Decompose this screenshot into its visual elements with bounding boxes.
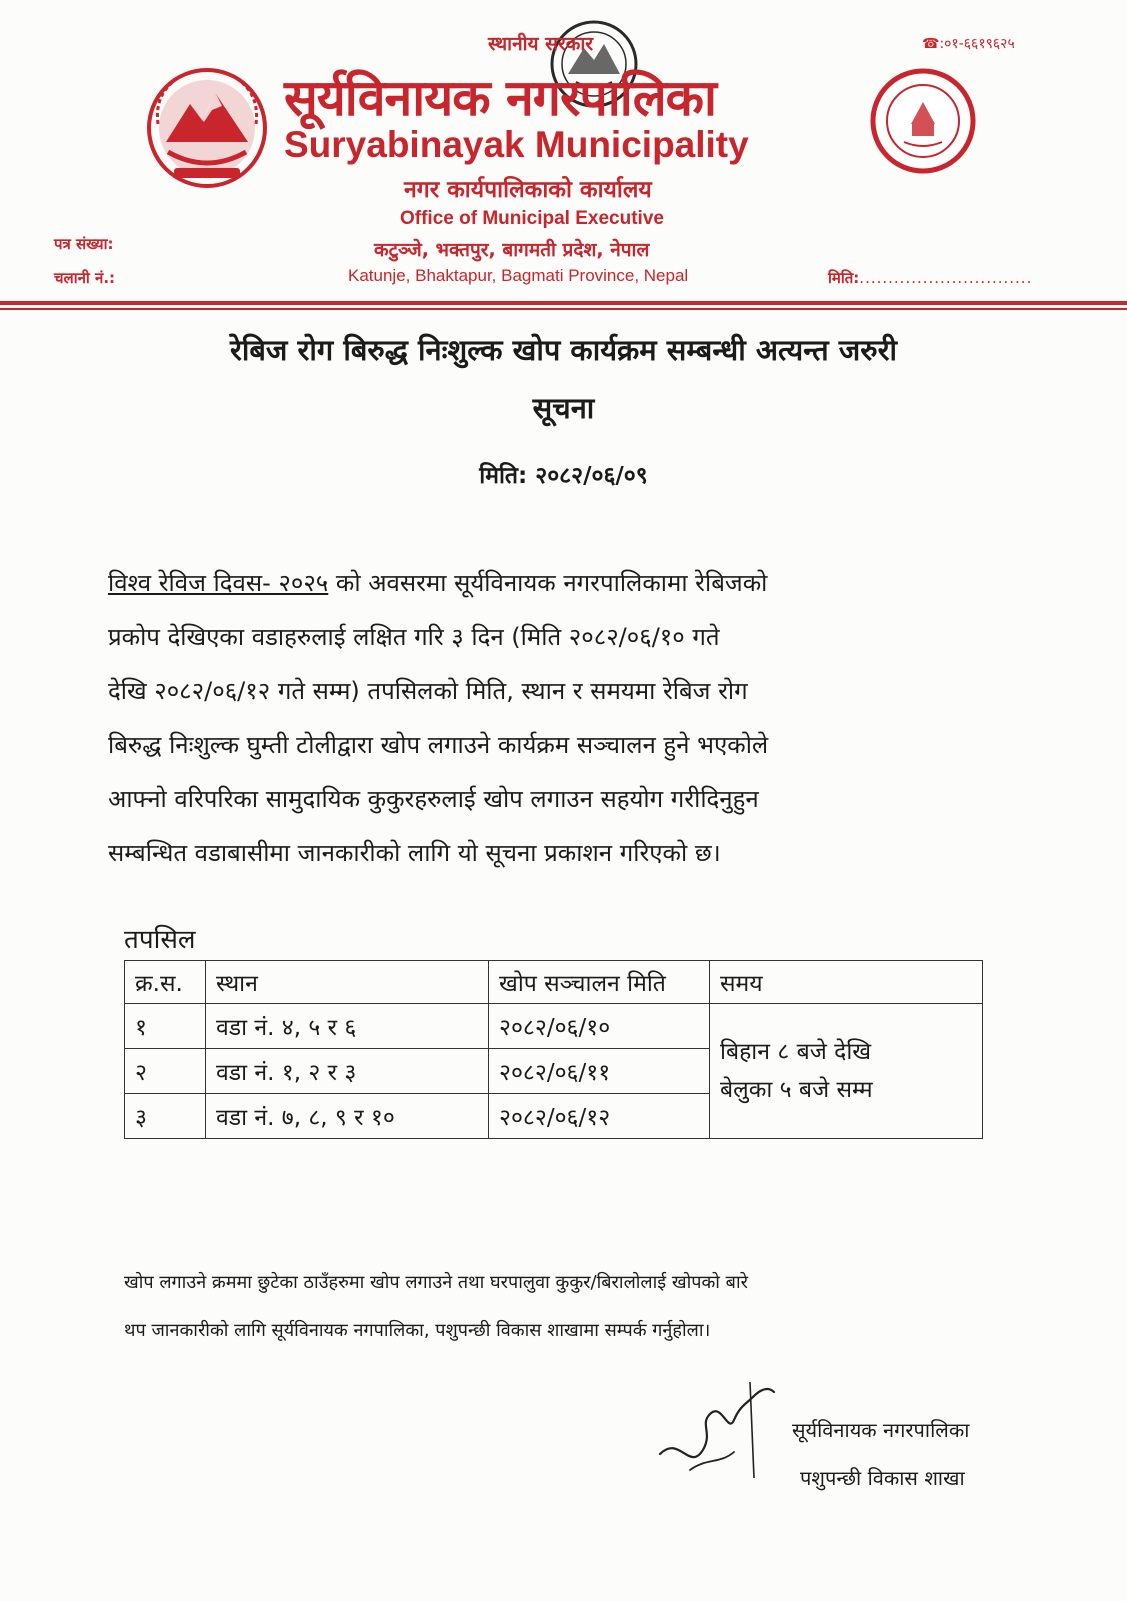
header-date-blank: ..............................	[859, 269, 1033, 287]
dispatch-number-label: चलानी नं.:	[54, 269, 116, 287]
handwritten-signature	[650, 1374, 780, 1484]
notice-date: मिति: २०८२/०६/०९	[479, 463, 648, 489]
cell-time	[710, 1004, 983, 1139]
paragraph-line-5: आफ्नो वरिपरिका सामुदायिक कुकुरहरुलाई खोप लगाउन सहयोग गरीदिनुहुन	[108, 785, 759, 813]
municipality-name-english: Suryabinayak Municipality	[284, 124, 749, 165]
cell-place: वडा नं. ४, ५ र ६	[206, 1004, 489, 1049]
column-header-sn: क्र.स.	[125, 961, 206, 1004]
header-date-label: मिति:	[828, 269, 860, 287]
header-divider-thin	[0, 308, 1127, 310]
address-english: Katunje, Bhaktapur, Bagmati Province, Nepal	[348, 266, 689, 285]
footer-note-line-2: थप जानकारीको लागि सूर्यविनायक नगपालिका, पशुपन्छी विकास शाखामा सम्पर्क गर्नुहोला।	[124, 1320, 711, 1341]
cell-sn: १	[125, 1004, 206, 1049]
local-government-label: स्थानीय सरकार	[488, 33, 594, 55]
office-name-nepali: नगर कार्यपालिकाको कार्यालय	[404, 177, 652, 203]
cell-place: वडा नं. ७, ८, ९ र १०	[206, 1094, 489, 1139]
cell-date: २०८२/०६/११	[489, 1049, 710, 1094]
column-header-place: स्थान	[206, 961, 489, 1004]
signatory-office: सूर्यविनायक नगरपालिका	[792, 1418, 970, 1442]
nepal-emblem-logo	[138, 64, 276, 192]
table-row	[125, 1004, 983, 1049]
cell-date: २०८२/०६/१०	[489, 1004, 710, 1049]
notice-title: रेबिज रोग बिरुद्ध निःशुल्क खोप कार्यक्रम सम्बन्धी अत्यन्त जरुरी	[229, 333, 897, 367]
municipality-name-nepali: सूर्यविनायक नगरपालिका	[284, 69, 716, 127]
address-nepali: कटुञ्जे, भक्तपुर, बागमती प्रदेश, नेपाल	[374, 239, 650, 261]
table-header-row	[125, 961, 983, 1004]
paragraph-line-6: सम्बन्धित वडाबासीमा जानकारीको लागि यो सूचना प्रकाशन गरिएको छ।	[108, 839, 721, 867]
paragraph-line-4: बिरुद्ध निःशुल्क घुम्ती टोलीद्वारा खोप लगाउने कार्यक्रम सञ्चालन हुने भएकोले	[108, 731, 769, 759]
footer-note-line-1: खोप लगाउने क्रममा छुटेका ठाउँहरुमा खोप लगाउने तथा घरपालुवा कुकुर/बिरालोलाई खोपको बारे	[124, 1272, 748, 1293]
signatory-section: पशुपन्छी विकास शाखा	[800, 1466, 965, 1490]
phone-number: ☎:०१-६६१९६२५	[922, 36, 1015, 52]
cell-date: २०८२/०६/१२	[489, 1094, 710, 1139]
column-header-date: खोप सञ्चालन मिति	[489, 961, 710, 1004]
world-rabies-day-text: विश्व रेविज दिवस- २०२५	[108, 569, 329, 597]
cell-place: वडा नं. १, २ र ३	[206, 1049, 489, 1094]
paragraph-line-1: विश्व रेविज दिवस- २०२५ को अवसरमा सूर्यविनायक नगरपालिकामा रेबिजको	[108, 569, 768, 597]
notice-subtitle: सूचना	[532, 391, 595, 425]
column-header-time: समय	[710, 961, 983, 1004]
header-divider-thick	[0, 301, 1127, 305]
municipality-seal-logo	[868, 66, 978, 176]
schedule-heading: तपसिल	[124, 925, 196, 955]
letter-number-label: पत्र संख्या:	[54, 235, 114, 253]
time-line-1: बिहान ८ बजे देखि	[720, 1039, 872, 1065]
schedule-table	[124, 960, 983, 1139]
cell-sn: २	[125, 1049, 206, 1094]
paragraph-line-2: प्रकोप देखिएका वडाहरुलाई लक्षित गरि ३ दिन (मिति २०८२/०६/१० गते	[108, 623, 720, 651]
cell-sn: ३	[125, 1094, 206, 1139]
time-line-2: बेलुका ५ बजे सम्म	[720, 1077, 873, 1103]
header-date-field	[828, 268, 1032, 288]
paragraph-line-3: देखि २०८२/०६/१२ गते सम्म) तपसिलको मिति, स्थान र समयमा रेबिज रोग	[108, 677, 748, 705]
office-name-english: Office of Municipal Executive	[400, 208, 664, 229]
